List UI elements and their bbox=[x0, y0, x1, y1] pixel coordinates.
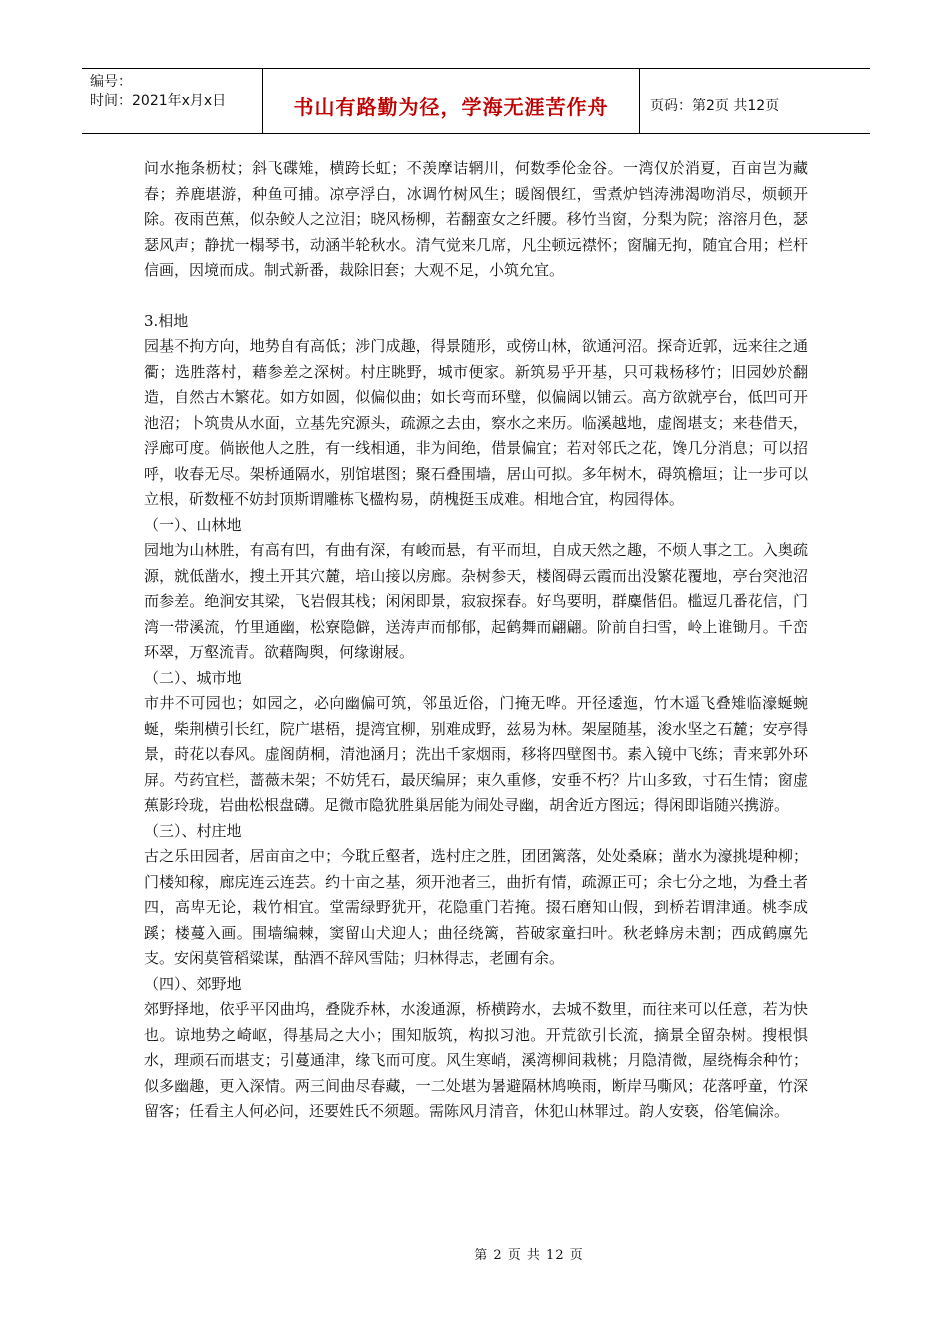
body-paragraph: 古之乐田园者，居亩亩之中；今耽丘壑者，选村庄之胜，团团篱落，处处桑麻；凿水为濠挑堤种柳；门楼知稼，廊庑连云连芸。约十亩之基，须开池者三，曲折有情，疏源正可；余七分之地，为叠土者四，高卑无论，栽竹相宜。堂需绿野犹开，花隐重门若掩。掇石磨知山假，到桥若谓津通。桃李成蹊；楼蔓入画。围墙编棘，窦留山犬迎人；曲径绕篱，苔破家童扫叶。秋老蜂房未割；西成鹤廪先支。安闲莫管稻粱谋，酤酒不辞风雪陆；归林得志，老圃有余。 bbox=[144, 847, 808, 967]
section-heading-xiangdi: 3.相地 bbox=[144, 311, 189, 330]
body-paragraph: 问水拖条枥杖；斜飞碟雉，横跨长虹；不羡摩诘辋川，何数季伦金谷。一湾仅於消夏，百亩岂为藏春；养鹿堪游，种鱼可捕。凉亭浮白，冰调竹树风生；暖阁偎红，雪煮炉铛涛沸渴吻消尽，烦顿开除。夜雨芭蕉，似杂鲛人之泣泪；晓风杨柳，若翻蛮女之纤腰。移竹当窗，分梨为院；溶溶月色，瑟瑟风声；静扰一榻琴书，动涵半轮秋水。清气觉来几席，凡尘顿远襟怀；窗牖无拘，随宜合用；栏杆信画，因境而成。制式新番，裁除旧套；大观不足，小筑允宜。 bbox=[144, 159, 808, 279]
header-meta bbox=[82, 69, 263, 133]
body-paragraph: 郊野择地，依乎平冈曲坞，叠陇乔林，水浚通源，桥横跨水，去城不数里，而往来可以任意，若为快也。谅地势之崎岖，得基局之大小；围知版筑，构拟习池。开荒欲引长流，摘景全留杂树。搜根惧水，理顽石而堪支；引蔓通津，缘飞而可度。风生寒峭，溪湾柳间栽桃；月隐清微，屋绕梅余种竹；似多幽趣，更入深情。两三间曲尽春藏，一二处堪为暑避隔林鸠唤雨，断岸马嘶风；花落呼童，竹深留客；任看主人何必问，还要姓氏不须题。需陈风月清音，休犯山林罪过。韵人安亵，俗笔偏涂。 bbox=[144, 1000, 808, 1120]
page-footer: 第 2 页 共 12 页 bbox=[474, 1248, 584, 1263]
page-header bbox=[82, 68, 870, 134]
body-paragraph: 园基不拘方向，地势自有高低；涉门成趣，得景随形，或傍山林，欲通河沼。探奇近郭，远来往之通衢；选胜落村，藉参差之深树。村庄眺野，城市便家。新筑易乎开基，只可栽杨移竹；旧园妙於翻造，自然古木繁花。如方如圆，似偏似曲；如长弯而环璧，似偏阔以铺云。高方欲就亭台，低凹可开池沼；卜筑贵从水面，立基先究源头，疏源之去由，察水之来历。临溪越地，虚阁堪支；来巷借天，浮廊可度。倘嵌他人之胜，有一线相通，非为间绝，借景偏宜；若对邻氏之花，馋几分消息；可以招呼，收春无尽。架桥通隔水，别馆堪图；聚石叠围墙，居山可拟。多年树木，碍筑檐垣；让一步可以立根，斫数桠不妨封顶斯谓雕栋飞楹构易，荫槐挺玉成难。相地合宜，构园得体。 bbox=[144, 337, 808, 508]
document-date-label: 时间：2021年x月x日 bbox=[90, 93, 227, 109]
body-paragraph: 园地为山林胜，有高有凹，有曲有深，有峻而悬，有平而坦，自成天然之趣，不烦人事之工。入奥疏源，就低凿水，搜土开其穴麓，培山接以房廊。杂树参天，楼阁碍云霞而出没繁花覆地，亭台突池沼而参差。绝涧安其梁，飞岩假其栈；闲闲即景，寂寂探春。好鸟要明，群麋偕侣。槛逗几番花信，门湾一带溪流，竹里通幽，松寮隐僻，送涛声而郁郁，起鹤舞而翩翩。阶前自扫雪，岭上谁锄月。千峦环翠，万壑流青。欲藉陶舆，何缘谢屐。 bbox=[144, 541, 808, 661]
subsection-heading-jiaoye: （四）、郊野地 bbox=[144, 974, 242, 993]
paragraph-spacer bbox=[144, 284, 808, 309]
header-motto: 书山有路勤为径，学海无涯苦作舟 bbox=[263, 69, 640, 133]
document-body bbox=[144, 156, 808, 1125]
document-number-label: 编号： bbox=[90, 74, 132, 90]
subsection-heading-cunzhuang: （三）、村庄地 bbox=[144, 821, 242, 840]
subsection-heading-chengshi: （二）、城市地 bbox=[144, 668, 242, 687]
header-page-number: 页码：第2页 共12页 bbox=[650, 98, 780, 114]
subsection-heading-shanlin: （一）、山林地 bbox=[144, 515, 242, 534]
body-paragraph: 市井不可园也；如园之，必向幽偏可筑，邻虽近俗，门掩无哗。开径逶迤，竹木遥飞叠雉临濠蜒蜿蜒，柴荆横引长红，院广堪梧，提湾宜柳，别难成野，兹易为林。架屋随基，浚水坚之石麓；安亭得景，莳花以春风。虚阁荫桐，清池涵月；洗出千家烟雨，移将四壁图书。素入镜中飞练；青来郭外环屏。芍药宜栏，蔷薇未架；不妨凭石，最厌编屏；束久重修，安垂不朽？片山多致，寸石生情；窗虚蕉影玲珑，岩曲松根盘礴。足微市隐犹胜巢居能为闹处寻幽，胡舍近方图远；得闲即诣随兴携游。 bbox=[144, 694, 808, 814]
